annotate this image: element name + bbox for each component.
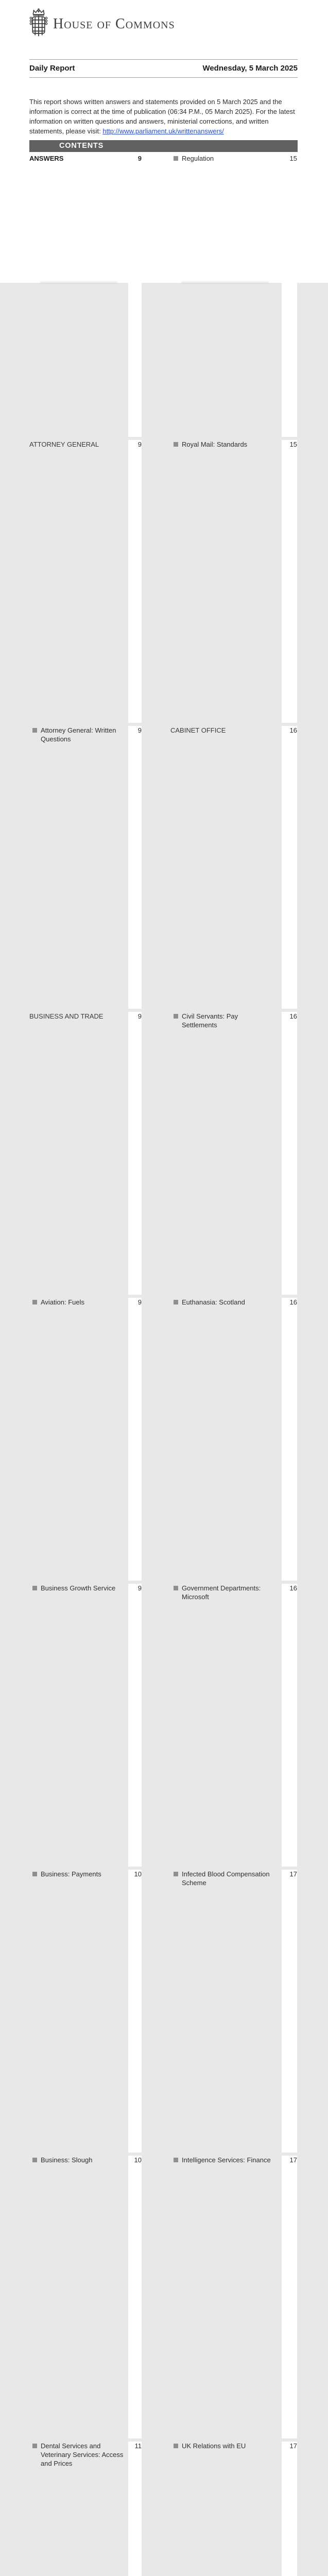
toc-page-number: 16 <box>282 1012 297 1295</box>
contents-header-bar <box>29 140 298 152</box>
written-answers-link[interactable]: http://www.parliament.uk/writtenanswers/ <box>102 127 224 135</box>
brand-title: House of Commons <box>53 16 175 32</box>
toc-page-number: 16 <box>282 1298 297 1581</box>
toc-page-number: 9 <box>128 1012 142 1295</box>
toc-row <box>170 1584 297 1867</box>
toc-page-number: 9 <box>128 440 142 723</box>
report-title: Daily Report <box>29 64 75 73</box>
square-bullet-icon <box>174 1300 178 1304</box>
clipped-text-hint <box>181 281 269 284</box>
toc-page-number: 15 <box>282 154 297 437</box>
portcullis-logo-icon <box>29 8 48 39</box>
toc-label: ATTORNEY GENERAL <box>29 440 99 448</box>
report-header <box>29 60 298 77</box>
toc-page-number: 10 <box>128 2156 142 2438</box>
toc-page-number: 15 <box>282 440 297 723</box>
toc-row <box>29 1584 142 1867</box>
square-bullet-icon <box>174 156 178 161</box>
square-bullet-icon <box>32 1300 37 1304</box>
toc-row <box>170 1012 297 1295</box>
toc-page-number: 9 <box>128 154 142 437</box>
toc-row <box>170 2442 297 2576</box>
toc-label: BUSINESS AND TRADE <box>29 1012 103 1020</box>
toc-label: Infected Blood Compensation Scheme <box>182 1870 270 1887</box>
toc-label: Intelligence Services: Finance <box>182 2156 271 2164</box>
report-date: Wednesday, 5 March 2025 <box>202 64 298 73</box>
toc-label: Attorney General: Written Questions <box>41 726 116 743</box>
toc-column-right <box>170 154 297 2576</box>
masthead <box>29 7 298 39</box>
toc-page-number: 10 <box>128 1870 142 2153</box>
square-bullet-icon <box>32 2158 37 2162</box>
toc-page-number: 16 <box>282 726 297 1009</box>
toc-label: Euthanasia: Scotland <box>182 1298 245 1306</box>
toc-label: CABINET OFFICE <box>170 726 226 734</box>
toc-row <box>170 154 297 437</box>
square-bullet-icon <box>174 1872 178 1876</box>
toc-label: Dental Services and Veterinary Services: Access and Prices <box>41 2442 124 2467</box>
square-bullet-icon <box>32 1586 37 1590</box>
toc-row <box>170 440 297 723</box>
toc-label: Government Departments: Microsoft <box>182 1584 261 1601</box>
toc-label: UK Relations with EU <box>182 2442 246 2450</box>
toc-row <box>29 1298 142 1581</box>
intro-text: This report shows written answers and statements provided on 5 March 2025 and the information is correct at the time of publication (06:34 P.M., 05 March 2025). For the latest information on written questions and answers, ministerial corrections, and written statements, please visit: <box>29 98 295 135</box>
toc-row <box>29 440 142 723</box>
toc-page-number: 17 <box>282 2442 297 2576</box>
toc-row <box>29 1012 142 1295</box>
toc-label: Business: Payments <box>41 1870 101 1878</box>
toc-page-number: 9 <box>128 1584 142 1867</box>
toc-row <box>29 1870 142 2153</box>
toc-row <box>29 154 142 437</box>
toc-label: Civil Servants: Pay Settlements <box>182 1012 238 1029</box>
toc-row <box>29 2156 142 2438</box>
square-bullet-icon <box>174 2444 178 2448</box>
toc-page-number: 9 <box>128 1298 142 1581</box>
square-bullet-icon <box>32 1872 37 1876</box>
toc-row <box>170 1870 297 2153</box>
square-bullet-icon <box>174 2158 178 2162</box>
toc-label: Business Growth Service <box>41 1584 116 1592</box>
toc-row <box>170 726 297 1009</box>
toc-page-number: 9 <box>128 726 142 1009</box>
contents-title: CONTENTS <box>59 142 104 150</box>
toc-column-left <box>29 154 142 2576</box>
square-bullet-icon <box>32 728 37 733</box>
table-of-contents <box>29 154 298 2576</box>
square-bullet-icon <box>174 1014 178 1019</box>
toc-page-number: 17 <box>282 2156 297 2438</box>
toc-page-number: 11 <box>128 2442 142 2576</box>
toc-row <box>29 2442 142 2576</box>
toc-label: Aviation: Fuels <box>41 1298 85 1306</box>
toc-label: Royal Mail: Standards <box>182 440 248 448</box>
square-bullet-icon <box>174 442 178 447</box>
toc-page-number: 17 <box>282 1870 297 2153</box>
toc-page-number: 16 <box>282 1584 297 1867</box>
toc-row <box>29 726 142 1009</box>
toc-row <box>170 2156 297 2438</box>
toc-row <box>170 1298 297 1581</box>
square-bullet-icon <box>32 2444 37 2448</box>
toc-label: Business: Slough <box>41 2156 93 2164</box>
intro-paragraph <box>29 97 298 136</box>
toc-label: Regulation <box>182 155 214 162</box>
square-bullet-icon <box>174 1586 178 1590</box>
toc-label: ANSWERS <box>29 155 64 162</box>
clipped-text-hint <box>40 281 117 284</box>
divider <box>29 77 298 78</box>
